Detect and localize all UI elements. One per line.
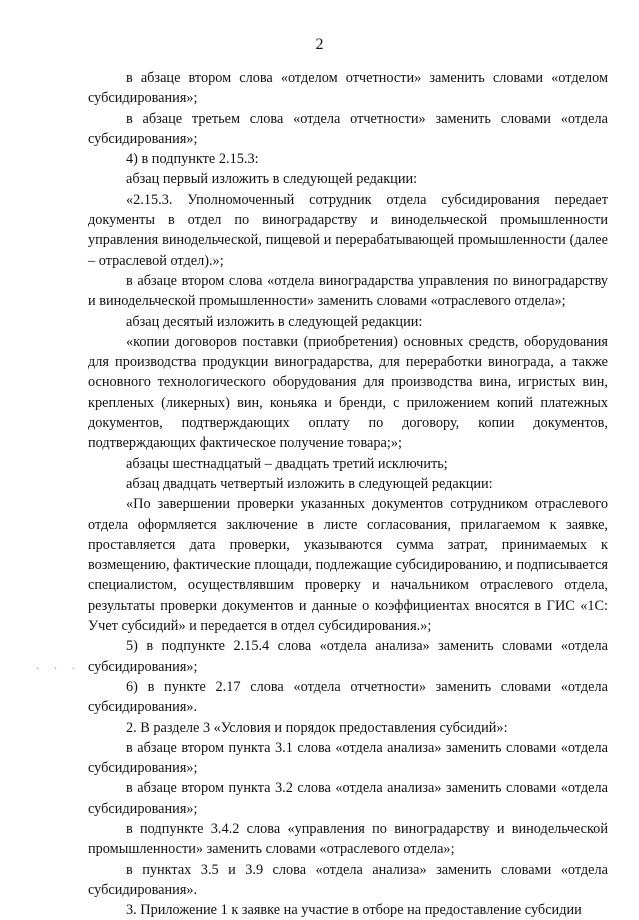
document-body [88,68,608,920]
paragraph: «По завершении проверки указанных документов сотрудником отраслевого отдела оформляется заключение в листе согласования, прилагаемом к заявке, проставляется дата проверки, указываются сумма затрат, принимаемых к возмещению, фактические площади, подлежащие субсидированию, и подписывается специалистом, осуществлявшим проверку и начальником отраслевого отдела, результаты проверки документов и данные о коэффициентах вносятся в ГИС «1С: Учет субсидий» и передается в отдел субсидирования.»; [88,496,608,635]
paragraph: 4) в подпункте 2.15.3: [126,151,259,168]
paragraph: в подпункте 3.4.2 слова «управления по виноградарству и винодельческой промышленности» заменить словами «отраслевого отдела»; [88,820,608,858]
paragraph: в абзаце третьем слова «отдела отчетности» заменить словами «отдела субсидирования»; [88,110,608,147]
paragraph: «2.15.3. Уполномоченный сотрудник отдела субсидирования передает документы в отдел по виноградарству и винодельческой промышленности управления винодельческой, пищевой и перерабатывающей промышленности (далее – отраслевой отдел).»; [88,191,608,269]
paragraph: в абзаце втором пункта 3.2 слова «отдела анализа» заменить словами «отдела субсидирования»; [88,780,608,817]
paragraph: абзац двадцать четвертый изложить в следующей редакции: [126,475,493,492]
paragraph: абзац первый изложить в следующей редакции: [126,171,418,188]
paragraph: «копии договоров поставки (приобретения) основных средств, оборудования для производства продукции виноградарства, для переработки винограда, а также основного технологического оборудования для производства вина, игристых вин, крепленых (ликерных) вин, коньяка и бренди, с приложением копий платежных документов, подтверждающих оплату по договору, копии документов, подтверждающих фактическое получение товара;»; [88,333,608,452]
paragraph: 2. В разделе 3 «Условия и порядок предоставления субсидий»: [126,719,508,736]
paragraph: 6) в пункте 2.17 слова «отдела отчетности» заменить словами «отдела субсидирования». [88,678,608,716]
paragraph: в абзаце втором слова «отделом отчетности» заменить словами «отделом субсидирования»; [88,70,608,107]
paragraph: 5) в подпункте 2.15.4 слова «отдела анализа» заменить словами «отдела субсидирования»; [88,638,608,675]
margin-scan-marks: · · · [36,664,81,675]
paragraph: в абзаце втором слова «отдела виноградарства управления по виноградарству и винодельческой промышленности» заменить словами «отраслевого отдела»; [88,272,608,310]
paragraph: абзацы шестнадцатый – двадцать третий исключить; [126,455,448,472]
paragraph: в пунктах 3.5 и 3.9 слова «отдела анализа» заменить словами «отдела субсидирования». [88,861,608,898]
page-number: 2 [315,36,324,53]
paragraph: абзац десятый изложить в следующей редакции: [126,313,423,330]
paragraph: 3. Приложение 1 к заявке на участие в отборе на предоставление субсидии [126,902,582,919]
paragraph: в абзаце втором пункта 3.1 слова «отдела анализа» заменить словами «отдела субсидирования»; [88,739,608,777]
